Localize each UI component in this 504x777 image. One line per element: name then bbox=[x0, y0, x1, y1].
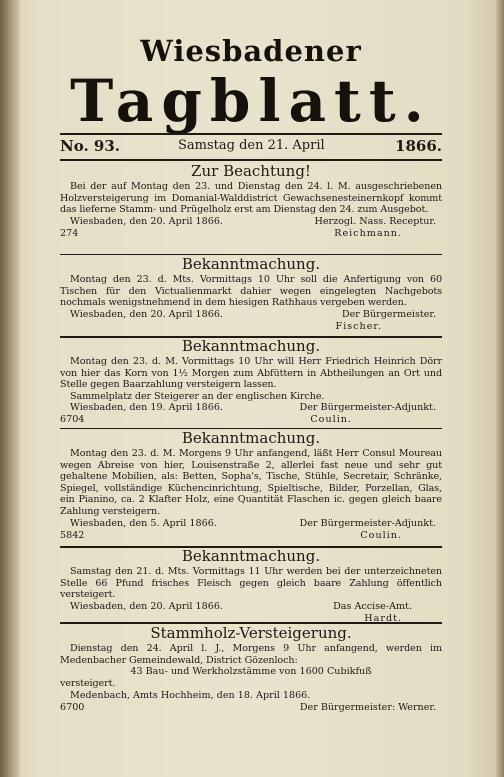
notice-place-date: Wiesbaden, den 20. April 1866. bbox=[70, 215, 223, 227]
notice-place-date: Medenbach, Amts Hochheim, den 18. April 1866. bbox=[70, 689, 311, 701]
notice-stammholz-versteigerung bbox=[60, 624, 442, 714]
notice-office: Der Bürgermeister-Adjunkt. bbox=[299, 402, 436, 414]
masthead-title: Tagblatt. bbox=[70, 67, 432, 135]
notice-title: Bekanntmachung. bbox=[181, 429, 321, 447]
notice-footer-2 bbox=[60, 228, 442, 240]
issue-number: No. 93. bbox=[60, 137, 120, 155]
notice-number: 6704 bbox=[60, 414, 85, 426]
notice-body: Montag den 23. d. M. Vormittags 10 Uhr will Herr Friedrich Heinrich Dörr von hier das Korn von 1½ Morgen zum Abfüttern in Abtheilungen an Ort und Stelle gegen Baarzahlung versteigern lassen. bbox=[60, 356, 442, 391]
notice-title: Zur Beachtung! bbox=[191, 162, 311, 180]
notice-body: Montag den 23. d. M. Morgens 9 Uhr anfangend, läßt Herr Consul Moureau wegen Abreise von hier, Louisenstraße 2, allerlei fast neue und sehr gut gehaltene Mobilien, als: Betten, Sopha's, Tische, Stühle, Secretair, Schränke, Spiegel, vollständige Küchencinrichtung, Spieltische, Bilder, Porzellan, Glas, ein Pianino, ca. 2 Klafter Holz, eine Quantität Flaschen ic. gegen gleich baare Zahlung versteigern. bbox=[60, 448, 442, 517]
notice-office: Das Accise-Amt. bbox=[333, 600, 412, 612]
notice-office: Der Bürgermeister: Werner. bbox=[299, 701, 436, 713]
notice-footer bbox=[60, 402, 442, 414]
masthead-rule-bottom bbox=[60, 159, 442, 161]
notice-footer-2 bbox=[60, 414, 442, 426]
notice-zur-beachtung bbox=[60, 162, 442, 240]
notice-number: 6700 bbox=[60, 701, 85, 713]
notice-number: 5842 bbox=[60, 529, 85, 541]
notice-number: 274 bbox=[60, 227, 79, 239]
newspaper-page bbox=[60, 14, 442, 766]
notice-title: Bekanntmachung. bbox=[181, 255, 321, 273]
notice-extra: 43 Bau- und Werkholzstämme von 1600 Cubikfuß bbox=[130, 666, 372, 678]
dateline bbox=[60, 135, 442, 157]
notice-footer bbox=[60, 601, 442, 613]
notice-office: Herzogl. Nass. Receptur. bbox=[314, 215, 436, 227]
notice-bekanntmachung-3 bbox=[60, 429, 442, 542]
notice-bekanntmachung-2 bbox=[60, 337, 442, 426]
notice-footer-2 bbox=[60, 702, 442, 714]
notice-title: Bekanntmachung. bbox=[181, 547, 321, 565]
notice-bekanntmachung-4 bbox=[60, 547, 442, 625]
notice-extra: Sammelplatz der Steigerer an der englischen Kirche. bbox=[70, 390, 325, 402]
notice-footer bbox=[60, 309, 442, 321]
notice-body: Samstag den 21. d. Mts. Vormittags 11 Uhr werden bei der unterzeichneten Stelle 66 Pfund frisches Fleisch gegen gleich baare Zahlung öffentlich versteigert. bbox=[60, 566, 442, 601]
notice-place-date: Wiesbaden, den 20. April 1866. bbox=[70, 600, 223, 612]
notice-signer: Coulin. bbox=[310, 414, 352, 426]
notice-signer: Coulin. bbox=[360, 529, 402, 541]
book-binding-edge bbox=[0, 0, 20, 777]
notice-footer bbox=[60, 216, 442, 228]
notice-after: versteigert. bbox=[60, 678, 116, 690]
notice-place-date: Wiesbaden, den 5. April 1866. bbox=[70, 517, 217, 529]
notice-body: Dienstag den 24. April l. J., Morgens 9 Uhr anfangend, werden im Medenbacher Gemeindewald, District Gözenloch: bbox=[60, 643, 442, 666]
notice-body: Montag den 23. d. Mts. Vormittags 10 Uhr soll die Anfertigung von 60 Tischen für den Victualienmarkt dahier wegen eingelegten Nachgebots nochmals wenigstnehmend in dem hiesigen Rathhaus vergeben werden. bbox=[60, 274, 442, 309]
issue-date: Samstag den 21. April bbox=[178, 138, 325, 153]
notice-body: Bei der auf Montag den 23. und Dienstag den 24. l. M. ausgeschriebenen Holzversteigerung im Domanial-Walddistrict Gewachsenesteinernkopf kommt das lieferne Stamm- und Prügelholz erst am Dienstag den 24. zum Ausgebot. bbox=[60, 181, 442, 216]
notice-footer bbox=[60, 690, 442, 702]
notice-signer: Fischer. bbox=[335, 320, 382, 332]
notice-footer bbox=[60, 518, 442, 530]
notice-bekanntmachung-1 bbox=[60, 255, 442, 333]
page-right-edge bbox=[496, 0, 504, 777]
issue-year: 1866. bbox=[395, 137, 442, 155]
notice-footer-2 bbox=[60, 530, 442, 542]
notice-title: Stammholz-Versteigerung. bbox=[150, 624, 352, 642]
notice-title: Bekanntmachung. bbox=[181, 337, 321, 355]
masthead-city: Wiesbadener bbox=[140, 34, 362, 68]
notice-signer: Reichmann. bbox=[334, 227, 402, 239]
notice-office: Der Bürgermeister. bbox=[341, 308, 436, 320]
notice-place-date: Wiesbaden, den 19. April 1866. bbox=[70, 402, 223, 414]
notice-signer: Hardt. bbox=[364, 612, 402, 624]
notice-place-date: Wiesbaden, den 20. April 1866. bbox=[70, 308, 223, 320]
notice-office: Der Bürgermeister-Adjunkt. bbox=[299, 517, 436, 529]
